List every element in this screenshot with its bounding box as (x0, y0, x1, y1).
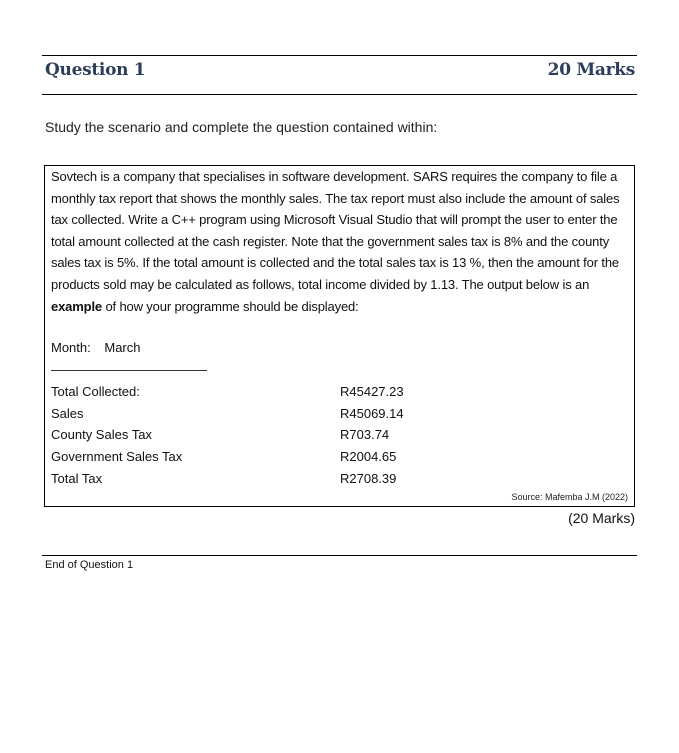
row-label: County Sales Tax (51, 427, 152, 442)
row-label: Government Sales Tax (51, 449, 183, 464)
scenario-text-part1: Sovtech is a company that specialises in software development. SARS requires the company to file a monthly tax report that shows the monthly sales. The tax report must also include the amount of sales tax collected. Write a C++ program using Microsoft Visual Studio that will prompt the user to enter the total amount collected at the cash register. Note that the government sales tax is 8% and the county sales tax is 5%. If the total amount is collected and the total sales tax is 13 %, then the amount for the products sold may be calculated as follows, total income divided by 1.13. The output below is an (51, 169, 620, 292)
source-citation: Source: Mafemba J.M (2022) (511, 492, 628, 502)
row-value: R2708.39 (340, 471, 397, 486)
question-marks: 20 Marks (547, 60, 635, 80)
row-value: R703.74 (340, 427, 390, 442)
intro-text: Study the scenario and complete the question contained within: (45, 119, 438, 135)
month-label: Month: (51, 340, 91, 355)
scenario-text-part2: of how your programme should be displayed: (101, 298, 359, 314)
row-value: R45069.14 (340, 406, 404, 421)
row-label: Total Tax (51, 471, 103, 486)
total-marks: (20 Marks) (568, 510, 635, 526)
end-of-question: End of Question 1 (45, 559, 134, 571)
month-value: March (104, 340, 141, 355)
scenario-box (44, 165, 635, 507)
top-rule (42, 55, 637, 56)
row-label: Sales (51, 406, 84, 421)
month-line (51, 340, 141, 355)
separator-line (51, 370, 207, 371)
scenario-bold-word: example (51, 298, 102, 314)
footer-rule (42, 555, 637, 556)
question-title: Question 1 (45, 60, 146, 80)
scenario-paragraph (51, 166, 623, 317)
header-bottom-rule (42, 94, 637, 95)
row-value: R2004.65 (340, 449, 397, 464)
row-label: Total Collected: (51, 384, 140, 399)
row-value: R45427.23 (340, 384, 404, 399)
